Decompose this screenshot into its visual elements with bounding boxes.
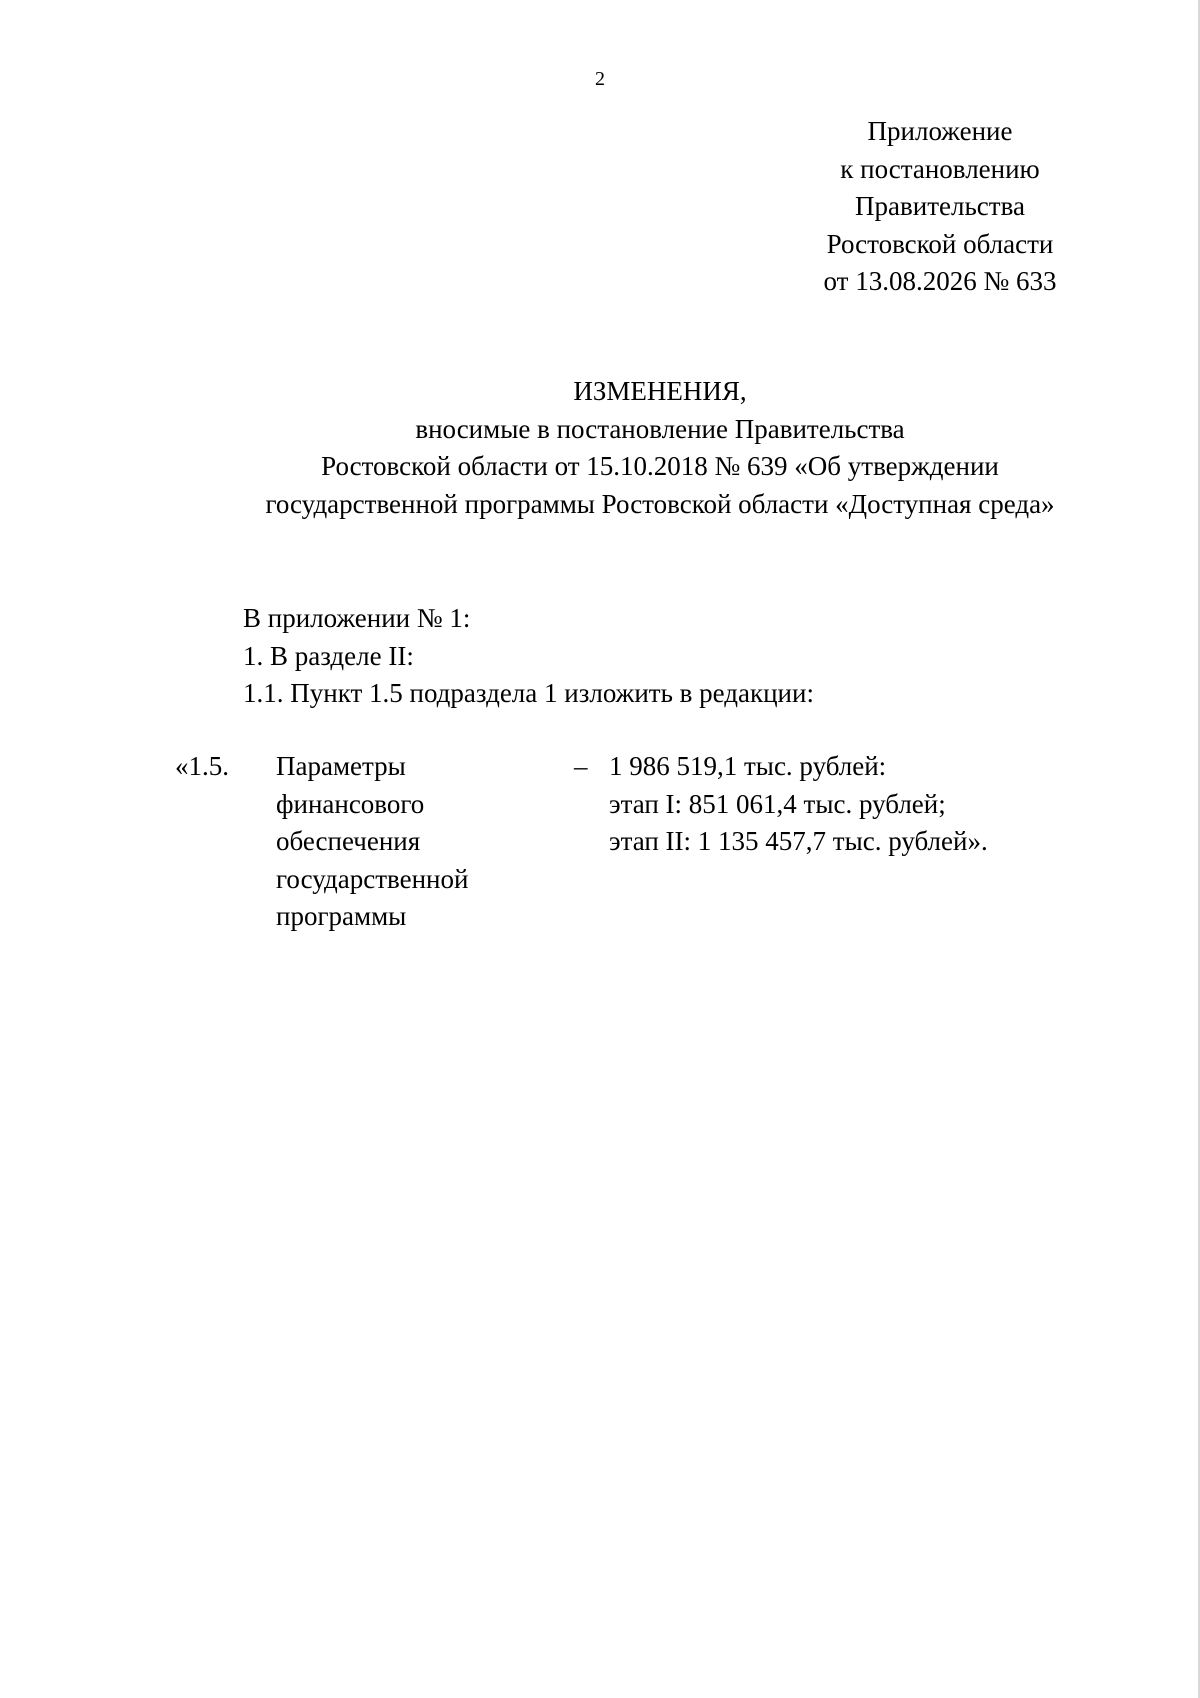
item-label-line: программы	[276, 901, 407, 931]
item-value-line: 1 986 519,1 тыс. рублей:	[609, 751, 887, 781]
body-text	[243, 600, 814, 713]
approval-line: Правительства	[855, 191, 1025, 221]
body-line: 1. В разделе II:	[243, 640, 414, 671]
page-number-text: 2	[595, 68, 605, 90]
approval-block	[790, 113, 1090, 301]
title-line: Ростовской области от 15.10.2018 № 639 «Об утверждении	[321, 451, 999, 481]
approval-line: к постановлению	[840, 153, 1040, 184]
approval-line: Приложение	[867, 116, 1013, 146]
item-label-line: государственной	[276, 863, 469, 894]
document-title	[200, 373, 1120, 523]
item-number: «1.5.	[175, 751, 229, 781]
approval-line: Ростовской области	[826, 228, 1054, 259]
item-label-line: Параметры	[276, 751, 406, 781]
item-label	[276, 748, 516, 936]
item-value-line: этап I: 851 061,4 тыс. рублей;	[609, 788, 946, 819]
item-label-line: обеспечения	[276, 826, 421, 856]
item-value-line: этап II: 1 135 457,7 тыс. рублей».	[609, 826, 988, 856]
approval-line: от 13.08.2026 № 633	[823, 266, 1057, 296]
item-dash: –	[574, 751, 588, 781]
title-line: вносимые в постановление Правительства	[415, 413, 905, 444]
body-line: В приложении № 1:	[243, 603, 471, 633]
item-value	[609, 748, 988, 861]
title-heading: ИЗМЕНЕНИЯ,	[573, 376, 747, 406]
item-label-line: финансового	[276, 788, 425, 819]
body-line: 1.1. Пункт 1.5 подраздела 1 изложить в редакции:	[243, 678, 814, 708]
title-line: государственной программы Ростовской области «Доступная среда»	[265, 488, 1055, 519]
